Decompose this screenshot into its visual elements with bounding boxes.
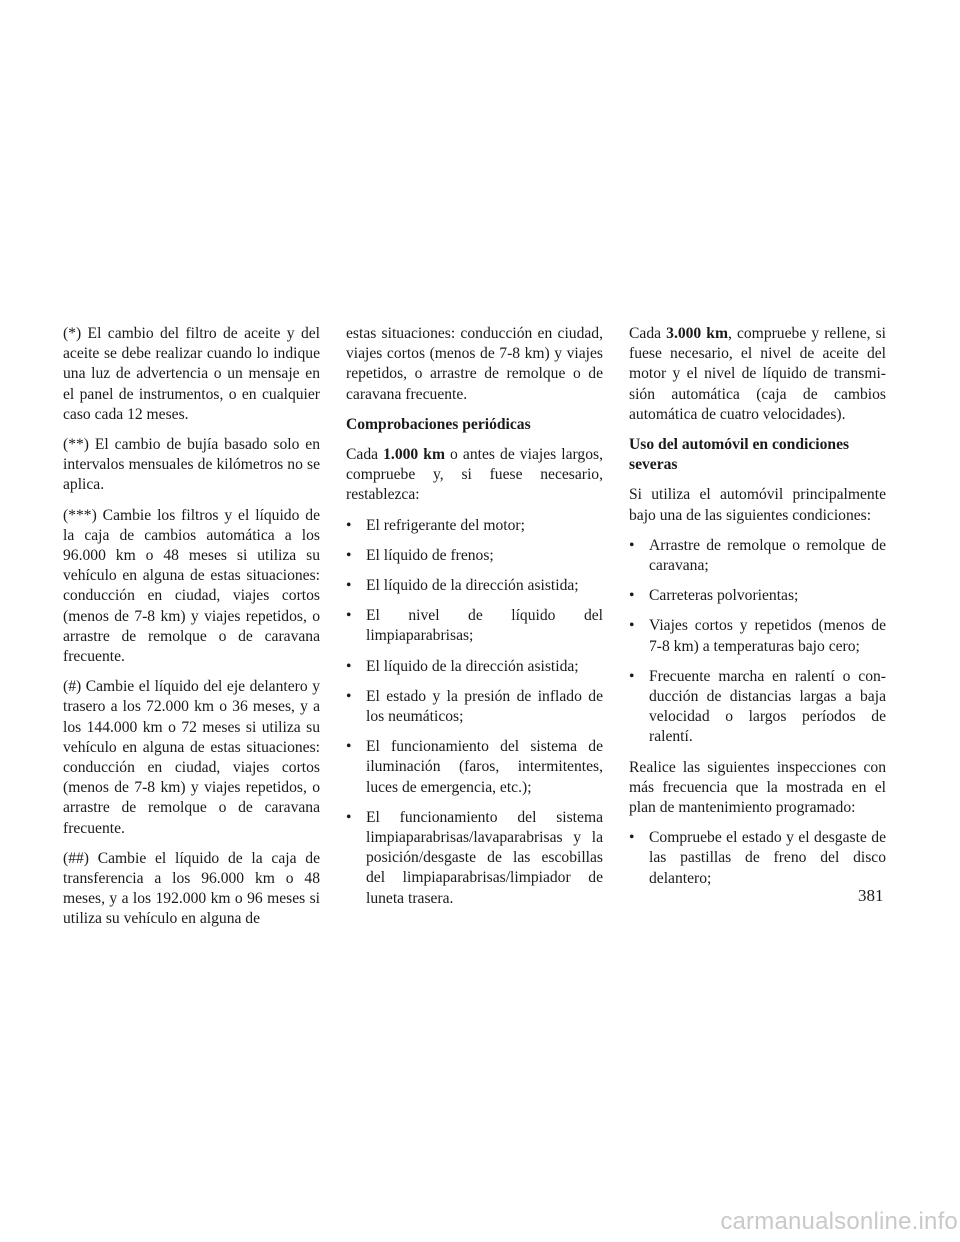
list-item: • Compruebe el estado y el desgaste de las pastillas de freno del disco delantero; xyxy=(629,828,886,889)
intro-prefix: Cada xyxy=(346,446,379,464)
heading-severe-conditions: Uso del automóvil en condiciones severas xyxy=(629,436,850,474)
footnote-spark-plug: (**) El cambio de bujía basado solo en intervalos mensuales de kilómetros no se aplica. xyxy=(63,436,320,494)
footnote-transmission-fluid: (***) Cambie los filtros y el líquido de la caja de cambios automática a los 96.000 km o 48 meses si utiliza su vehículo en alguna de estas situaciones: conducción en ciudad, viajes cortos (menos de 7-8 km) y viajes repetidos, o arrastre de remolque o de caravana frecuente. xyxy=(63,506,320,666)
list-item: • Viajes cortos y repetidos (menos de 7-8 km) a temperaturas bajo cero; xyxy=(629,616,886,656)
periodic-checks-intro xyxy=(346,445,603,506)
interval-3000km-paragraph xyxy=(629,324,886,425)
list-item: • El líquido de la dirección asistida; xyxy=(346,657,603,677)
footnote-transfer-case: (##) Cambie el líquido de la caja de transferencia a los 96.000 km o 48 meses, y a los 192.000 km o 96 meses si utiliza su vehículo en alguna de xyxy=(63,849,320,928)
list-item: • Arrastre de remolque o remolque de caravana; xyxy=(629,536,886,576)
column-left xyxy=(63,324,320,940)
intro-suffix: , compruebe y rellene, si fuese necesario, el nivel de aceite del motor y el nivel de líquido de transmisión automática (caja de cambios automática de cuatro velocidades). xyxy=(629,325,887,423)
page-number: 381 xyxy=(858,886,884,905)
intro-suffix: o antes de viajes largos, compruebe y, si fuese necesario, restablezca: xyxy=(346,446,603,504)
interval-1000km: 1.000 km xyxy=(383,446,445,464)
interval-3000km: 3.000 km xyxy=(666,325,728,342)
watermark: carmanualsonline.info xyxy=(720,1208,958,1235)
footnote-transfer-case-continued: estas situaciones: conducción en ciudad, viajes cortos (menos de 7-8 km) y viajes repetidos, o arrastre de remolque o de caravana frecuente. xyxy=(346,325,603,403)
column-middle xyxy=(346,324,603,919)
inspections-intro: Realice las siguientes inspecciones con más frecuencia que la mostrada en el plan de mantenimiento programado: xyxy=(629,758,886,817)
list-item: • El líquido de la dirección asistida; xyxy=(346,576,603,596)
list-item: • El líquido de frenos; xyxy=(346,546,603,566)
intro-prefix: Cada xyxy=(629,325,662,342)
list-item: • El funcionamiento del sistema limpiaparabrisas/lavaparabrisas y la posición/desgaste de las escobillas del limpiaparabrisas/limpiador de luneta trasera. xyxy=(346,808,603,909)
list-item: • El funcionamiento del sistema de iluminación (faros, intermitentes, luces de emergencia, etc.); xyxy=(346,737,603,798)
heading-periodic-checks: Comprobaciones periódicas xyxy=(346,415,531,433)
severe-conditions-intro: Si utiliza el automóvil principalmente bajo una de las siguientes condiciones: xyxy=(629,486,886,524)
list-item: • Carreteras polvorientas; xyxy=(629,586,886,606)
footnote-oil-filter: (*) El cambio del filtro de aceite y del aceite se debe realizar cuando lo indique una luz de advertencia o un mensaje en el panel de instrumentos, o en cualquier caso cada 12 meses. xyxy=(63,325,320,423)
list-item: • Frecuente marcha en ralentí o conducción de distancias largas a baja velocidad o largos períodos de ralentí. xyxy=(629,667,886,748)
list-item: • El nivel de líquido del limpiaparabrisas; xyxy=(346,606,603,646)
footnote-axle-fluid: (#) Cambie el líquido del eje delantero y trasero a los 72.000 km o 36 meses, y a los 144.000 km o 72 meses si utiliza su vehículo en alguna de estas situaciones: conducción en ciudad, viajes cortos (menos de 7-8 km) y viajes repetidos, o arrastre de remolque o de caravana frecuente. xyxy=(63,678,320,837)
list-item: • El refrigerante del motor; xyxy=(346,516,603,536)
periodic-checks-list xyxy=(346,516,603,909)
list-item: • El estado y la presión de inflado de los neumáticos; xyxy=(346,687,603,727)
inspections-list xyxy=(629,828,886,889)
severe-conditions-list xyxy=(629,536,886,748)
column-right xyxy=(629,324,886,899)
